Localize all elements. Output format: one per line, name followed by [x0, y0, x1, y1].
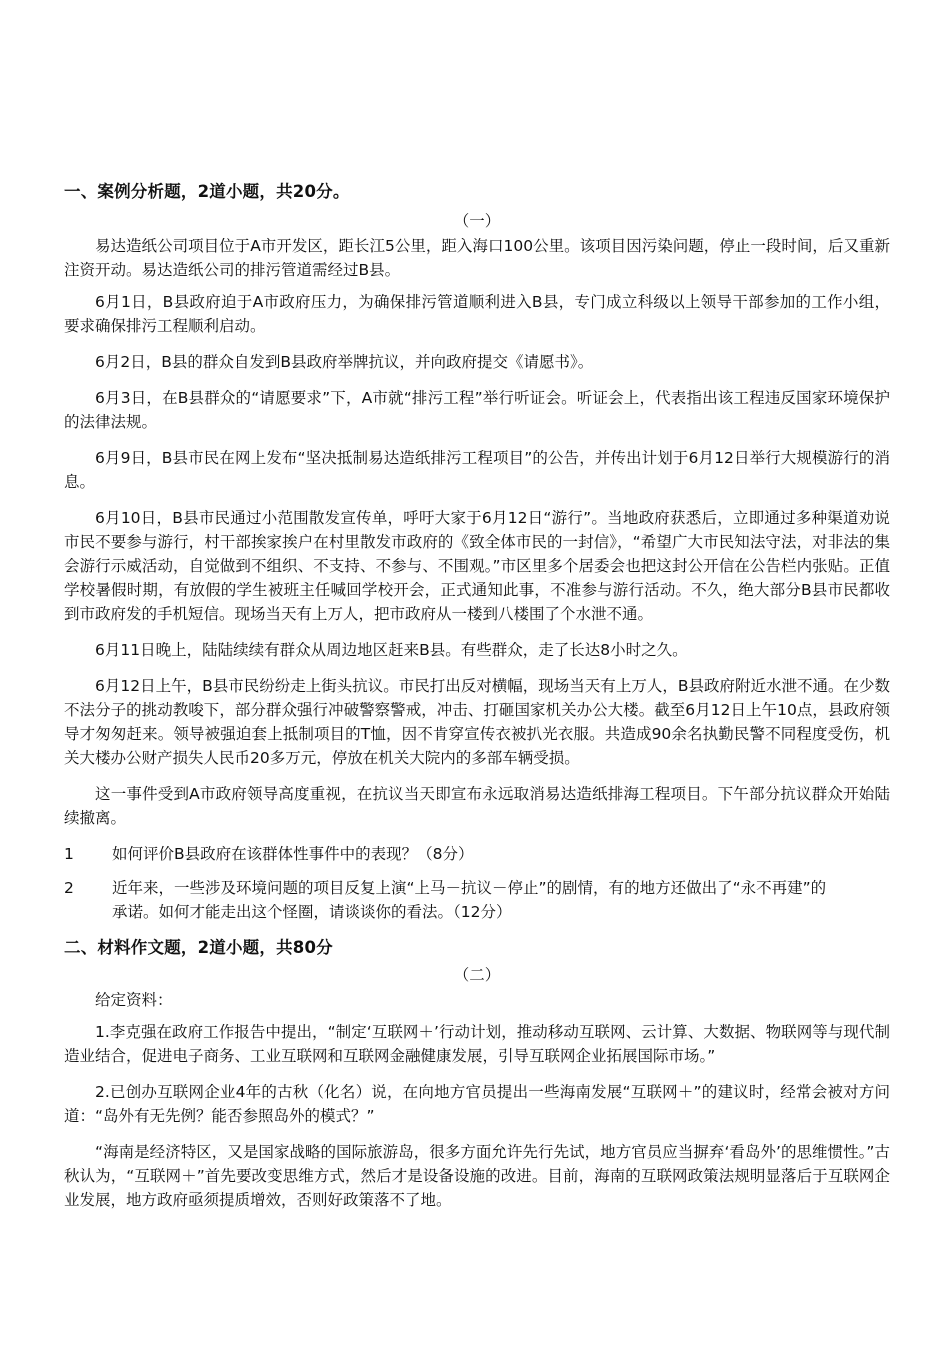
material-paragraph: 给定资料： [95, 991, 173, 1009]
question-item [64, 842, 890, 866]
question-text: 如何评价B县政府在该群体性事件中的表现？（8分） [112, 845, 474, 863]
material-paragraph: 2.已创办互联网企业4年的古秋（化名）说，在向地方官员提出一些海南发展“互联网＋”的建议时，经常会被对方问道：“岛外有无先例？能否参照岛外的模式？” [64, 1083, 890, 1125]
question-text: 近年来，一些涉及环境问题的项目反复上演“上马－抗议－停止”的剧情，有的地方还做出了“永不再建”的承诺。如何才能走出这个怪圈，请谈谈你的看法。（12分） [112, 879, 827, 921]
question-number: 2 [64, 879, 74, 897]
case-paragraph: 易达造纸公司项目位于A市开发区，距长江5公里，距入海口100公里。该项目因污染问题，停止一段时间，后又重新注资开动。易达造纸公司的排污管道需经过B县。 [64, 237, 890, 279]
case-paragraph: 6月11日晚上，陆陆续续有群众从周边地区赶来B县。有些群众，走了长达8小时之久。 [95, 641, 688, 659]
case-paragraph: 6月1日，B县政府迫于A市政府压力，为确保排污管道顺利进入B县，专门成立科级以上领导干部参加的工作小组，要求确保排污工程顺利启动。 [64, 293, 890, 335]
case-paragraph: 6月3日，在B县群众的“请愿要求”下，A市就“排污工程”举行听证会。听证会上，代表指出该工程违反国家环境保护的法律法规。 [64, 389, 890, 431]
case-title-two: （二） [453, 966, 501, 984]
section-heading-case-analysis: 一、案例分析题，2道小题，共20分。 [64, 182, 350, 201]
case-paragraph: 6月12日上午，B县市民纷纷走上街头抗议。市民打出反对横幅，现场当天有上万人，B县政府附近水泄不通。在少数不法分子的挑动教唆下，部分群众强行冲破警察警戒，冲击、打砸国家机关办公大楼。截至6月12日上午10点，县政府领导才匆匆赶来。领导被强迫套上抵制项目的T恤，因不肯穿宣传衣被扒光衣服。共造成90余名执勤民警不同程度受伤，机关大楼办公财产损失人民币20多万元，停放在机关大院内的多部车辆受损。 [64, 677, 890, 767]
case-paragraph: 6月2日，B县的群众自发到B县政府举牌抗议，并向政府提交《请愿书》。 [95, 353, 594, 371]
case-paragraph: 6月10日，B县市民通过小范围散发宣传单，呼吁大家于6月12日“游行”。当地政府获悉后，立即通过多种渠道劝说市民不要参与游行，村干部挨家挨户在村里散发市政府的《致全体市民的一封信》，“希望广大市民知法守法，对非法的集会游行示威活动，自觉做到不组织、不支持、不参与、不围观。”市区里多个居委会也把这封公开信在公告栏内张贴。正值学校暑假时期，有放假的学生被班主任喊回学校开会，正式通知此事，不准参与游行活动。不久，绝大部分B县市民都收到市政府发的手机短信。现场当天有上万人，把市政府从一楼到八楼围了个水泄不通。 [64, 509, 890, 623]
material-paragraph: 1.李克强在政府工作报告中提出，“制定‘互联网＋’行动计划，推动移动互联网、云计算、大数据、物联网等与现代制造业结合，促进电子商务、工业互联网和互联网金融健康发展，引导互联网企业拓展国际市场。” [64, 1023, 890, 1065]
case-paragraph: 这一事件受到A市政府领导高度重视，在抗议当天即宣布永远取消易达造纸排海工程项目。下午部分抗议群众开始陆续撤离。 [64, 785, 890, 827]
document-body [64, 178, 890, 1224]
question-number: 1 [64, 845, 74, 863]
material-paragraph: “海南是经济特区，又是国家战略的国际旅游岛，很多方面允许先行先试，地方官员应当摒弃‘看岛外’的思维惯性。”古秋认为，“互联网＋”首先要改变思维方式，然后才是设备设施的改进。目前，海南的互联网政策法规明显落后于互联网企业发展，地方政府亟须提质增效，否则好政策落不了地。 [64, 1143, 890, 1209]
case-paragraph: 6月9日，B县市民在网上发布“坚决抵制易达造纸排污工程项目”的公告，并传出计划于6月12日举行大规模游行的消息。 [64, 449, 890, 491]
question-item [64, 876, 890, 924]
case-title-one: （一） [453, 212, 501, 230]
section-heading-material-essay: 二、材料作文题，2道小题，共80分 [64, 938, 333, 957]
